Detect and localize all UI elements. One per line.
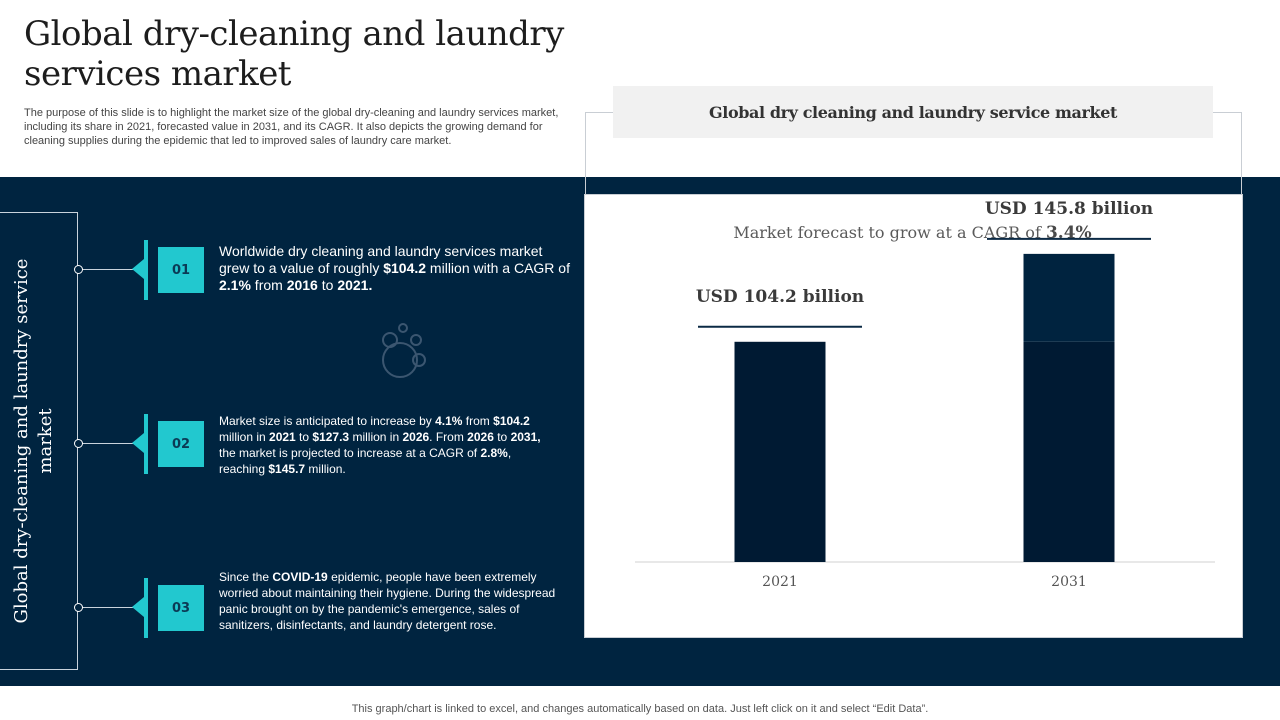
point-number-badge: 02	[158, 421, 204, 467]
point-text-segment: 2.1%	[219, 277, 251, 293]
page-description: The purpose of this slide is to highlight the market size of the global dry-cleaning and laundry services market, including its share in 2021, forecasted value in 2031, and its CAGR. It also depicts the growing demand for cleaning supplies during the epidemic that led to improved sales of laundry care market.	[24, 107, 559, 147]
point-text-segment: 4.1%	[435, 414, 463, 428]
point-text-segment: Worldwide dry cleaning and laundry services market grew to a value of roughly	[219, 243, 543, 276]
connector-line	[78, 269, 136, 270]
point-text-segment: COVID-19	[272, 570, 328, 584]
x-tick-label: 2021	[762, 574, 798, 590]
chart-panel-header: Global dry cleaning and laundry service market	[613, 86, 1213, 138]
pointer-arrow	[132, 259, 144, 279]
point-item-02	[0, 414, 640, 474]
point-text-segment: from	[462, 414, 494, 428]
pointer-arrow	[132, 597, 144, 617]
sidebar-label: Global dry-cleaning and laundry service market	[11, 258, 56, 624]
point-text-segment: Since the	[219, 570, 273, 584]
point-text-segment: $104.2	[383, 260, 427, 276]
accent-bar	[144, 578, 148, 638]
accent-bar	[144, 240, 148, 300]
point-text	[219, 243, 574, 294]
connector-line	[78, 607, 136, 608]
pointer-arrow	[132, 433, 144, 453]
point-text-segment: to	[295, 430, 313, 444]
bar-2031-segment-1	[1024, 342, 1115, 562]
connector-dot	[74, 603, 83, 612]
point-text-segment: million.	[305, 462, 346, 476]
chart-title-cagr: 3.4%	[1045, 223, 1092, 243]
bar-2021-segment-1	[735, 342, 826, 562]
point-number-badge: 03	[158, 585, 204, 631]
point-text-segment: $104.2	[493, 414, 530, 428]
connector-dot	[74, 439, 83, 448]
point-text-segment: 2026	[467, 430, 494, 444]
accent-bar	[144, 414, 148, 474]
point-text-segment: to	[317, 277, 338, 293]
connector-line	[78, 443, 136, 444]
point-text-segment: 2031,	[510, 430, 541, 444]
point-text-segment: . From	[429, 430, 468, 444]
point-text-segment: million in	[349, 430, 403, 444]
data-label: USD 145.8 billion	[984, 198, 1154, 219]
connector-dot	[74, 265, 83, 274]
point-text-segment: from	[250, 277, 287, 293]
x-tick-label: 2031	[1051, 574, 1087, 590]
point-text-segment: 2016	[286, 277, 318, 293]
chart-container[interactable]	[584, 194, 1243, 638]
point-text-segment: $127.3	[312, 430, 350, 444]
point-text-segment: to	[493, 430, 511, 444]
chart-title-text: Market forecast to grow at a CAGR of	[733, 223, 1046, 242]
bubbles-icon	[374, 320, 436, 386]
point-text-segment: 2021	[269, 430, 296, 444]
point-text-segment: Market size is anticipated to increase by	[219, 414, 436, 428]
point-text-segment: epidemic, people have been extremely worried about maintaining their hygiene. During the widespread panic brought on by the pandemic's emergence, sales of sanitizers, disinfectants, and laundry detergent rose.	[219, 570, 556, 632]
page-title: Global dry-cleaning and laundry services market	[24, 14, 564, 94]
point-text-segment: 2.8%	[480, 446, 508, 460]
point-number-badge: 01	[158, 247, 204, 293]
point-text-segment: the market is projected to increase at a CAGR of	[219, 446, 481, 460]
point-item-03	[0, 570, 640, 638]
data-label: USD 104.2 billion	[695, 286, 865, 307]
footer-note: This graph/chart is linked to excel, and changes automatically based on data. Just left click on it and select “Edit Data”.	[351, 703, 929, 715]
bar-2031-segment-2	[1024, 254, 1115, 342]
point-text-segment: 2026	[402, 430, 430, 444]
point-text-segment: , reaching	[219, 446, 512, 476]
point-text-segment: 2021.	[337, 277, 373, 293]
point-text-segment: million with a CAGR of	[426, 260, 570, 276]
point-text	[219, 413, 549, 477]
point-text-segment: million in	[219, 430, 270, 444]
point-item-01	[0, 240, 640, 300]
bar-chart	[585, 195, 1242, 637]
point-text	[219, 569, 559, 633]
point-text-segment: $145.7	[268, 462, 306, 476]
